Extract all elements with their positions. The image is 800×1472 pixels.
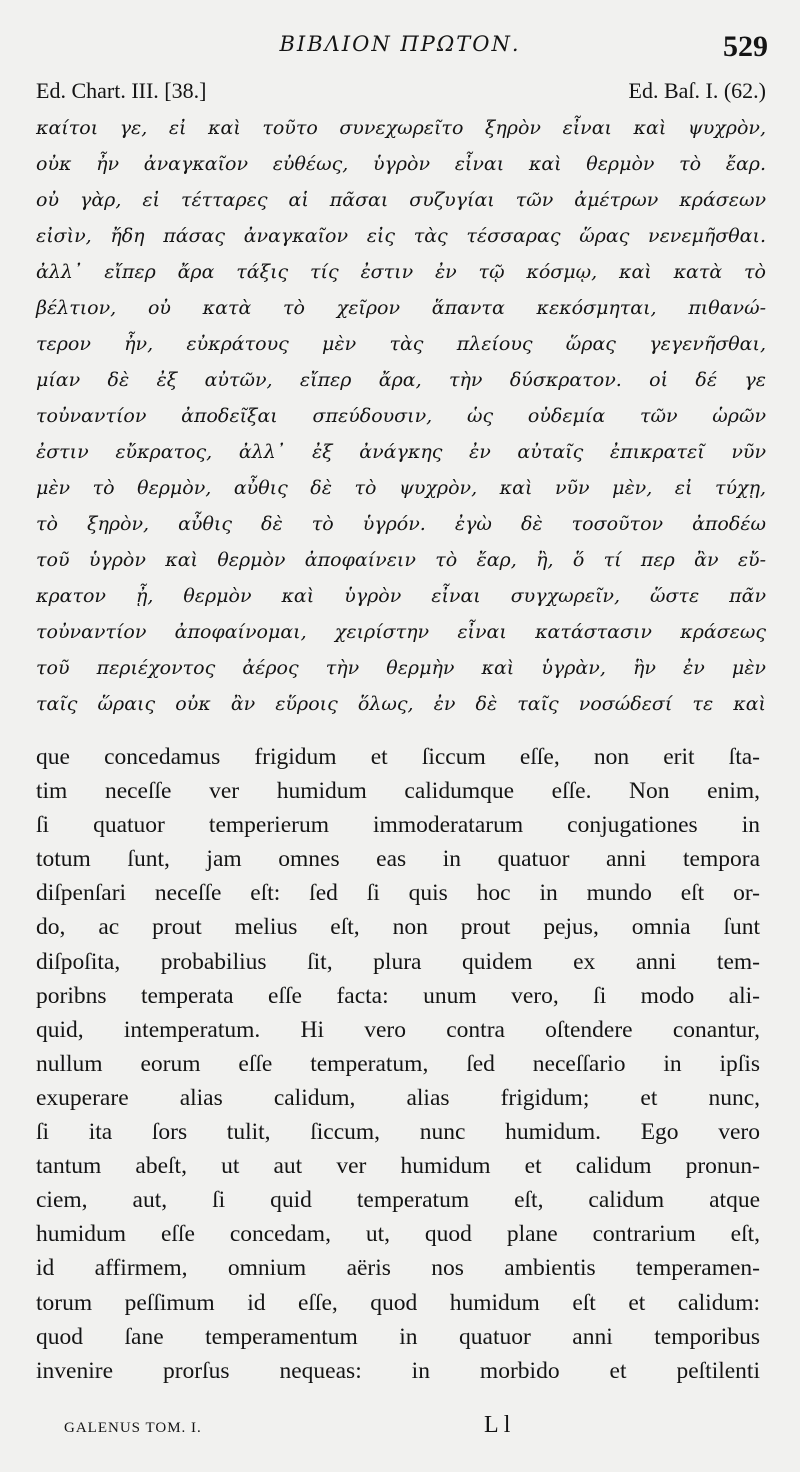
latin-line: invenire prorſus nequeas: in morbido et peſtilenti <box>36 1357 760 1384</box>
latin-line: ſi ita ſors tulit, ſiccum, nunc humidum. Ego vero <box>36 1119 760 1146</box>
latin-line: humidum eſſe concedam, ut, quod plane contrarium eſt, <box>36 1221 760 1248</box>
latin-line: totum ſunt, jam omnes eas in quatuor anni tempora <box>36 846 760 873</box>
latin-line: poribns temperata eſſe facta: unum vero, ſi modo ali- <box>36 982 760 1009</box>
greek-line: τοῦ περιέχοντος ἀέρος τὴν θερμὴν καὶ ὑγρὰν, ἣν ἐν μὲν <box>36 657 766 679</box>
greek-line: τὸ ξηρὸν, αὖθις δὲ τὸ ὑγρόν. ἐγὼ δὲ τοσοῦτον ἀποδέω <box>36 513 766 535</box>
latin-line: exuperare alias calidum, alias frigidum; et nunc, <box>36 1084 760 1111</box>
volume-label: GALENUS TOM. I. <box>64 1420 202 1436</box>
edition-reference-right: Ed. Baſ. I. (62.) <box>628 78 766 103</box>
latin-line: ciem, aut, ſi quid temperatum eſt, calidum atque <box>36 1187 760 1214</box>
latin-line: do, ac prout melius eſt, non prout pejus, omnia ſunt <box>36 914 760 941</box>
page-number: 529 <box>723 30 768 63</box>
latin-line: tantum abeſt, ut aut ver humidum et calidum pronun- <box>36 1153 760 1180</box>
greek-line: ταῖς ὥραις οὐκ ἂν εὕροις ὅλως, ἐν δὲ ταῖς νοσώδεσί τε καὶ <box>36 693 766 715</box>
greek-line: καίτοι γε, εἰ καὶ τοῦτο συνεχωρεῖτο ξηρὸν εἶναι καὶ ψυχρὸν, <box>36 117 766 139</box>
greek-text-block <box>36 110 766 722</box>
greek-line: οὐκ ἦν ἀναγκαῖον εὐθέως, ὑγρὸν εἶναι καὶ θερμὸν τὸ ἔαρ. <box>36 153 766 175</box>
latin-line: quid, intemperatum. Hi vero contra oſtendere conantur, <box>36 1016 760 1043</box>
greek-line: κρατον ᾖ, θερμὸν καὶ ὑγρὸν εἶναι συγχωρεῖν, ὥστε πᾶν <box>36 585 766 607</box>
latin-line: diſpoſita, probabilius ſit, plura quidem ex anni tem- <box>36 948 760 975</box>
greek-line: τερον ἦν, εὐκράτους μὲν τὰς πλείους ὥρας γεγενῆσθαι, <box>36 333 766 355</box>
greek-line: οὐ γὰρ, εἰ τέτταρες αἱ πᾶσαι συζυγίαι τῶν ἀμέτρων κράσεων <box>36 189 766 211</box>
greek-line: μίαν δὲ ἐξ αὐτῶν, εἴπερ ἄρα, τὴν δύσκρατον. οἱ δέ γε <box>36 369 766 391</box>
latin-line: tim neceſſe ver humidum calidumque eſſe. Non enim, <box>36 778 760 805</box>
greek-line: τοὐναντίον ἀποδεῖξαι σπεύδουσιν, ὡς οὐδεμία τῶν ὡρῶν <box>36 405 766 427</box>
greek-line: βέλτιον, οὐ κατὰ τὸ χεῖρον ἅπαντα κεκόσμηται, πιθανώ- <box>36 297 766 319</box>
latin-line: torum peſſimum id eſſe, quod humidum eſt et calidum: <box>36 1289 760 1316</box>
greek-line: τοῦ ὑγρὸν καὶ θερμὸν ἀποφαίνειν τὸ ἔαρ, ἢ, ὅ τί περ ἂν εὔ- <box>36 549 766 571</box>
greek-line: μὲν τὸ θερμὸν, αὖθις δὲ τὸ ψυχρὸν, καὶ νῦν μὲν, εἰ τύχῃ, <box>36 477 766 499</box>
greek-line: εἰσὶν, ἤδη πάσας ἀναγκαῖον εἰς τὰς τέσσαρας ὥρας νενεμῆσθαι. <box>36 225 766 247</box>
greek-line: τοὐναντίον ἀποφαίνομαι, χειρίστην εἶναι κατάστασιν κράσεως <box>36 621 766 643</box>
greek-line: ἐστιν εὔκρατος, ἀλλ᾽ ἐξ ἀνάγκης ἐν αὐταῖς ἐπικρατεῖ νῦν <box>36 441 766 463</box>
latin-line: ſi quatuor temperierum immoderatarum conjugationes in <box>36 812 760 839</box>
latin-line: quod ſane temperamentum in quatuor anni temporibus <box>36 1323 760 1350</box>
latin-line: diſpenſari neceſſe eſt: ſed ſi quis hoc in mundo eſt or- <box>36 880 760 907</box>
signature-mark: L l <box>484 1412 511 1438</box>
latin-line: id affirmem, omnium aëris nos ambientis temperamen- <box>36 1255 760 1282</box>
running-title: ΒΙΒΛΙΟΝ ΠΡΩΤΟΝ. <box>279 32 521 56</box>
latin-line: que concedamus frigidum et ſiccum eſſe, non erit ſta- <box>36 744 760 770</box>
edition-reference-left: Ed. Chart. III. [38.] <box>36 78 207 103</box>
latin-line: nullum eorum eſſe temperatum, ſed neceſſario in ipſis <box>36 1050 760 1077</box>
latin-text-block <box>36 740 760 1388</box>
greek-line: ἀλλ᾽ εἴπερ ἄρα τάξις τίς ἐστιν ἐν τῷ κόσμῳ, καὶ κατὰ τὸ <box>36 261 766 283</box>
